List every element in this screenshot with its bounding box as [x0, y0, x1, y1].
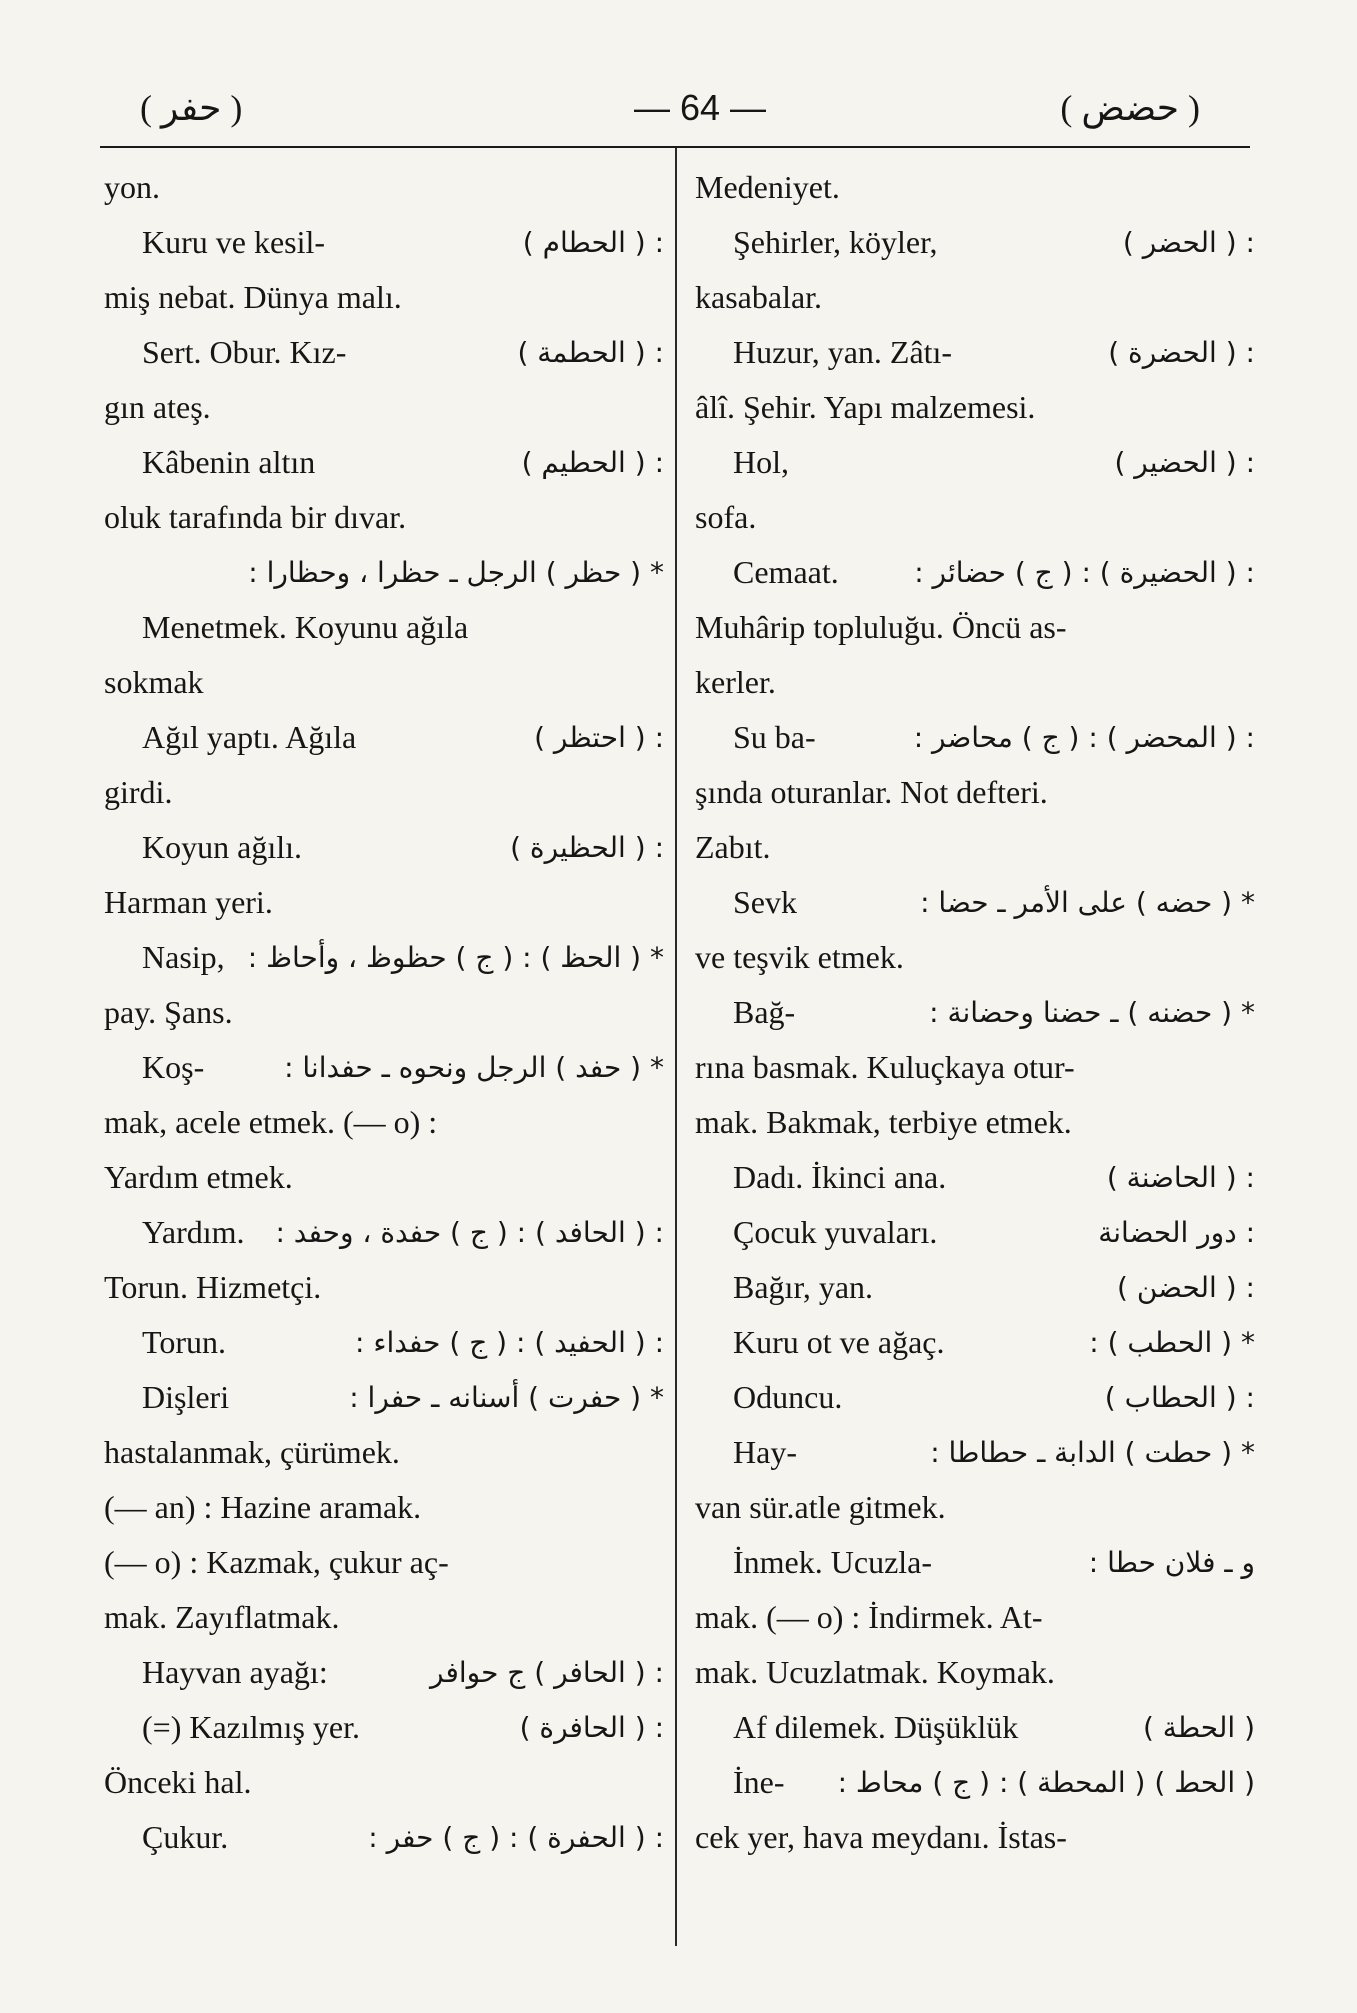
entry-text: oluk tarafında bir dıvar.	[104, 499, 407, 535]
dictionary-line	[695, 1260, 1255, 1315]
arabic-headword: و ـ فلان حطا :	[1088, 1546, 1255, 1579]
page-number: — 64 —	[633, 87, 767, 128]
entry-text: sokmak	[104, 664, 204, 700]
entry-text: Af dilemek. Düşüklük	[733, 1709, 1019, 1745]
entry-text: Koş-	[142, 1049, 205, 1085]
entry-text: Yardım.	[142, 1214, 245, 1250]
dictionary-line	[104, 160, 664, 215]
dictionary-line	[104, 1755, 664, 1810]
dictionary-line	[104, 1590, 664, 1645]
entry-text: (— an) : Hazine aramak.	[104, 1489, 422, 1525]
dictionary-line	[695, 1315, 1255, 1370]
dictionary-line	[695, 1645, 1255, 1700]
dictionary-line	[695, 1040, 1255, 1095]
entry-text: İne-	[733, 1764, 785, 1800]
entry-text: Kâbenin altın	[142, 444, 316, 480]
dictionary-line	[104, 1205, 664, 1260]
dictionary-line	[695, 1590, 1255, 1645]
dictionary-line	[695, 1150, 1255, 1205]
arabic-headword: : ( الحطام )	[522, 226, 664, 259]
arabic-headword: : ( الحطاب )	[1104, 1381, 1255, 1414]
entry-text: sofa.	[695, 499, 757, 535]
right-column	[695, 160, 1255, 1865]
arabic-headword: : ( الحافر ) ج حوافر	[430, 1656, 664, 1689]
dictionary-line	[695, 325, 1255, 380]
entry-text: miş nebat. Dünya malı.	[104, 279, 402, 315]
dictionary-line	[695, 1700, 1255, 1755]
entry-text: Zabıt.	[695, 829, 771, 865]
entry-text: Şehirler, köyler,	[733, 224, 938, 260]
dictionary-line	[695, 710, 1255, 765]
entry-text: Koyun ağılı.	[142, 829, 302, 865]
entry-text: Bağ-	[733, 994, 796, 1030]
arabic-headword: : ( الحضير )	[1114, 446, 1255, 479]
arabic-headword: * ( حطت ) الدابة ـ حطاطا :	[930, 1436, 1255, 1469]
dictionary-line	[695, 380, 1255, 435]
entry-text: cek yer, hava meydanı. İstas-	[695, 1819, 1067, 1855]
header-left-keyword: ( حفر )	[140, 88, 243, 128]
arabic-headword: * ( حضنه ) ـ حضنا وحضانة :	[929, 996, 1255, 1029]
arabic-headword: : ( احتظر )	[534, 721, 664, 754]
dictionary-line	[104, 1700, 664, 1755]
dictionary-line	[695, 545, 1255, 600]
dictionary-line	[104, 1150, 664, 1205]
arabic-headword: : ( الحطيم )	[521, 446, 664, 479]
entry-text: girdi.	[104, 774, 173, 810]
dictionary-line	[104, 1260, 664, 1315]
entry-text: Hay-	[733, 1434, 797, 1470]
arabic-headword: : ( الحضر )	[1122, 226, 1255, 259]
entry-text: (=) Kazılmış yer.	[142, 1709, 360, 1745]
entry-text: kasabalar.	[695, 279, 823, 315]
entry-text: Oduncu.	[733, 1379, 843, 1415]
dictionary-line	[695, 435, 1255, 490]
entry-text: Sert. Obur. Kız-	[142, 334, 347, 370]
dictionary-line	[695, 1755, 1255, 1810]
dictionary-line	[104, 1040, 664, 1095]
dictionary-line	[104, 215, 664, 270]
page-header	[100, 78, 1240, 138]
arabic-headword: ( الحط ) ( المحطة ) : ( ج ) محاط :	[837, 1766, 1255, 1799]
dictionary-line	[695, 160, 1255, 215]
entry-text: Hayvan ayağı:	[142, 1654, 328, 1690]
entry-text: Cemaat.	[733, 554, 839, 590]
arabic-headword: * ( حضه ) على الأمر ـ حضا :	[920, 886, 1255, 919]
arabic-headword: : ( الحفرة ) : ( ج ) حفر :	[368, 1821, 664, 1854]
entry-text: Menetmek. Koyunu ağıla	[142, 609, 469, 645]
dictionary-line	[695, 490, 1255, 545]
dictionary-line	[695, 270, 1255, 325]
entry-text: (— o) : Kazmak, çukur aç-	[104, 1544, 449, 1580]
entry-text: mak. Bakmak, terbiye etmek.	[695, 1104, 1072, 1140]
arabic-headword: : ( الحاضنة )	[1106, 1161, 1255, 1194]
entry-text: kerler.	[695, 664, 776, 700]
dictionary-line	[104, 1535, 664, 1590]
dictionary-line	[104, 325, 664, 380]
entry-text: hastalanmak, çürümek.	[104, 1434, 400, 1470]
header-right-keyword: ( حضض )	[1060, 88, 1200, 128]
column-divider	[675, 148, 677, 1946]
arabic-headword: * ( الحطب ) :	[1089, 1326, 1255, 1359]
entry-text: mak, acele etmek. (— o) :	[104, 1104, 438, 1140]
entry-text: yon.	[104, 169, 160, 205]
dictionary-line	[695, 985, 1255, 1040]
dictionary-line	[104, 600, 664, 655]
entry-text: ve teşvik etmek.	[695, 939, 904, 975]
entry-text: Su ba-	[733, 719, 816, 755]
arabic-headword: : ( المحضر ) : ( ج ) محاضر :	[913, 721, 1255, 754]
dictionary-line	[104, 655, 664, 710]
entry-text: gın ateş.	[104, 389, 211, 425]
dictionary-line	[104, 270, 664, 325]
arabic-headword: : ( الحضيرة ) : ( ج ) حضائر :	[914, 556, 1255, 589]
dictionary-line	[104, 380, 664, 435]
entry-text: Kuru ot ve ağaç.	[733, 1324, 945, 1360]
dictionary-line	[695, 655, 1255, 710]
entry-text: Medeniyet.	[695, 169, 840, 205]
entry-text: Bağır, yan.	[733, 1269, 874, 1305]
dictionary-line	[104, 1370, 664, 1425]
dictionary-line	[695, 1810, 1255, 1865]
entry-text: Torun. Hizmetçi.	[104, 1269, 322, 1305]
dictionary-line	[104, 930, 664, 985]
entry-text: mak. Ucuzlatmak. Koymak.	[695, 1654, 1055, 1690]
dictionary-line	[104, 710, 664, 765]
dictionary-line	[104, 765, 664, 820]
dictionary-line	[104, 1425, 664, 1480]
dictionary-line	[695, 1370, 1255, 1425]
entry-text: Dişleri	[142, 1379, 230, 1415]
arabic-headword: : ( الحفيد ) : ( ج ) حفداء :	[355, 1326, 664, 1359]
dictionary-line	[695, 1480, 1255, 1535]
entry-text: Önceki hal.	[104, 1764, 252, 1800]
arabic-headword: : ( الحافرة )	[519, 1711, 664, 1744]
dictionary-line	[695, 1095, 1255, 1150]
arabic-headword: * ( حفرت ) أسنانه ـ حفرا :	[349, 1381, 664, 1414]
dictionary-line	[695, 930, 1255, 985]
dictionary-line	[104, 435, 664, 490]
dictionary-line	[104, 1810, 664, 1865]
arabic-headword: : ( الحضرة )	[1108, 336, 1255, 369]
entry-text: pay. Şans.	[104, 994, 233, 1030]
arabic-headword: : ( الحظيرة )	[510, 831, 664, 864]
entry-text: Çukur.	[142, 1819, 229, 1855]
arabic-headword: ( الحطة )	[1142, 1711, 1255, 1744]
arabic-headword: : دور الحضانة	[1098, 1216, 1255, 1249]
dictionary-line	[104, 1645, 664, 1700]
dictionary-line	[695, 600, 1255, 655]
entry-text: Ağıl yaptı. Ağıla	[142, 719, 357, 755]
entry-text: Dadı. İkinci ana.	[733, 1159, 947, 1195]
entry-text: van sür.atle gitmek.	[695, 1489, 946, 1525]
arabic-headword: * ( حفد ) الرجل ونحوه ـ حفدانا :	[284, 1051, 664, 1084]
dictionary-line	[104, 1480, 664, 1535]
entry-text: Nasip,	[142, 939, 225, 975]
entry-text: Yardım etmek.	[104, 1159, 293, 1195]
entry-text: şında oturanlar. Not defteri.	[695, 774, 1048, 810]
dictionary-line	[104, 820, 664, 875]
entry-text: Huzur, yan. Zâtı-	[733, 334, 953, 370]
dictionary-line	[104, 490, 664, 545]
entry-text: Harman yeri.	[104, 884, 273, 920]
dictionary-line	[104, 985, 664, 1040]
entry-text: İnmek. Ucuzla-	[733, 1544, 933, 1580]
entry-text: rına basmak. Kuluçkaya otur-	[695, 1049, 1075, 1085]
entry-text: Hol,	[733, 444, 789, 480]
dictionary-line	[104, 1315, 664, 1370]
entry-text: Torun.	[142, 1324, 226, 1360]
arabic-headword: * ( الحظ ) : ( ج ) حظوظ ، وأحاظ :	[247, 941, 664, 974]
arabic-headword: : ( الحافد ) : ( ج ) حفدة ، وحفد :	[275, 1216, 664, 1249]
dictionary-line	[695, 215, 1255, 270]
dictionary-line	[104, 875, 664, 930]
dictionary-line	[695, 765, 1255, 820]
dictionary-line	[695, 1425, 1255, 1480]
entry-text: Sevk	[733, 884, 797, 920]
entry-text: Kuru ve kesil-	[142, 224, 326, 260]
dictionary-line	[104, 545, 664, 600]
arabic-headword: : ( الحطمة )	[517, 336, 664, 369]
dictionary-line	[695, 1535, 1255, 1590]
entry-text: âlî. Şehir. Yapı malzemesi.	[695, 389, 1036, 425]
entry-text: Muhârip topluluğu. Öncü as-	[695, 609, 1067, 645]
dictionary-line	[695, 820, 1255, 875]
dictionary-line	[695, 1205, 1255, 1260]
entry-text: mak. Zayıflatmak.	[104, 1599, 340, 1635]
entry-text: Çocuk yuvaları.	[733, 1214, 938, 1250]
dictionary-line	[695, 875, 1255, 930]
arabic-headword: * ( حظر ) الرجل ـ حظرا ، وحظارا :	[248, 556, 664, 589]
left-column	[104, 160, 664, 1865]
entry-text: mak. (— o) : İndirmek. At-	[695, 1599, 1043, 1635]
arabic-headword: : ( الحضن )	[1117, 1271, 1255, 1304]
dictionary-line	[104, 1095, 664, 1150]
